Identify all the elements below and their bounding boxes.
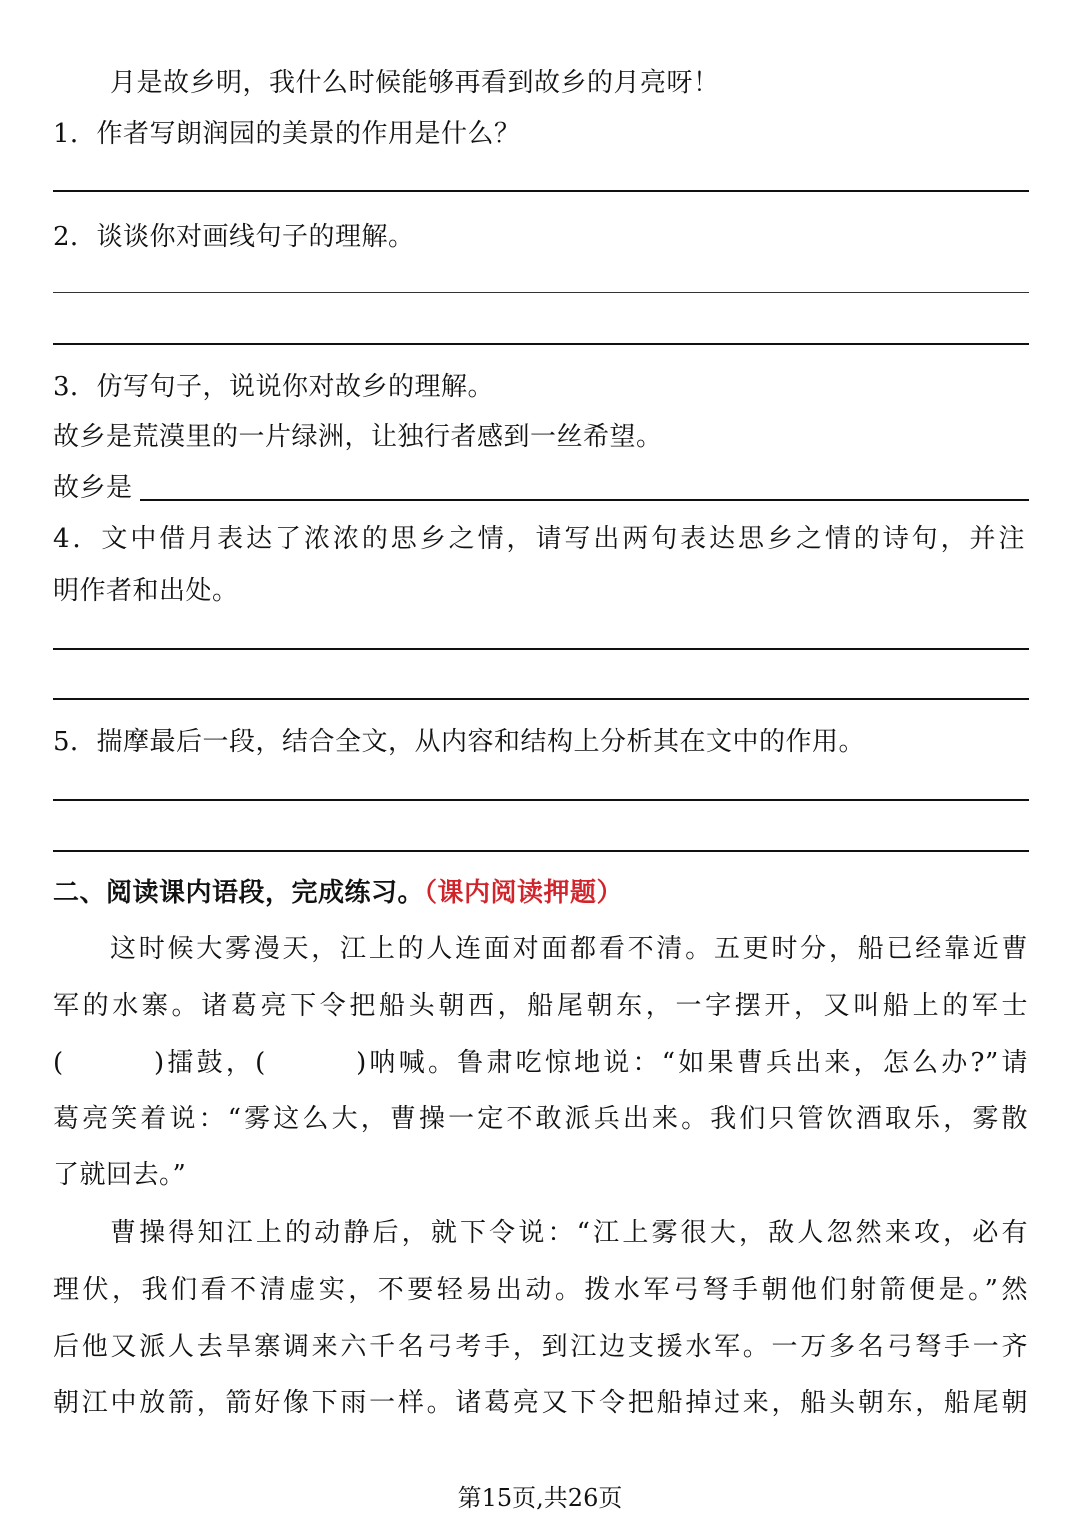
section-heading-text: 二、阅读课内语段，完成练习。 <box>53 878 425 908</box>
question-5: 5．揣摩最后一段，结合全文，从内容和结构上分析其在文中的作用。 <box>53 727 866 757</box>
answer-line-q2-2[interactable] <box>53 343 1029 345</box>
answer-line-q1[interactable] <box>53 190 1029 192</box>
answer-line-q4-2[interactable] <box>53 698 1029 700</box>
passage-line: 曹操得知江上的动静后，就下令说：“江上雾很大，敌人忽然来攻，必有 <box>110 1218 1028 1248</box>
question-3-prompt: 故乡是 <box>53 473 133 503</box>
answer-line-q3[interactable] <box>140 499 1029 501</box>
passage-line: ( )擂鼓，( )呐喊。鲁肃吃惊地说：“如果曹兵出来，怎么办?”请 <box>53 1048 1028 1078</box>
section-heading-tag: （课内阅读押题） <box>424 878 624 908</box>
question-4-line-1: 4．文中借月表达了浓浓的思乡之情，请写出两句表达思乡之情的诗句，并注 <box>53 524 1025 554</box>
section-heading <box>53 876 623 910</box>
passage-line: 理伏，我们看不清虚实，不要轻易出动。拨水军弓弩手朝他们射箭便是。”然 <box>53 1275 1028 1305</box>
passage-line: 朝江中放箭，箭好像下雨一样。诸葛亮又下令把船掉过来，船头朝东，船尾朝 <box>53 1388 1028 1418</box>
passage-line: 这时候大雾漫天，江上的人连面对面都看不清。五更时分，船已经靠近曹 <box>110 934 1028 964</box>
question-3: 3．仿写句子，说说你对故乡的理解。 <box>53 372 495 402</box>
answer-line-q5-1[interactable] <box>53 799 1029 801</box>
question-1: 1．作者写朗润园的美景的作用是什么？ <box>53 119 521 149</box>
page-number: 第15页,共26页 <box>457 1484 623 1512</box>
passage-line: 后他又派人去旱寨调来六千名弓考手，到江边支援水军。一万多名弓弩手一齐 <box>53 1332 1028 1362</box>
passage-line: 军的水寨。诸葛亮下令把船头朝西，船尾朝东，一字摆开，又叫船上的军士 <box>53 991 1028 1021</box>
passage-line: 葛亮笑着说：“雾这么大，曹操一定不敢派兵出来。我们只管饮酒取乐，雾散 <box>53 1104 1028 1134</box>
answer-line-q2-1[interactable] <box>53 292 1029 293</box>
question-4-line-2: 明作者和出处。 <box>53 576 239 606</box>
question-3-example: 故乡是荒漠里的一片绿洲，让独行者感到一丝希望。 <box>53 422 663 452</box>
passage-line: 了就回去。” <box>53 1160 187 1190</box>
answer-line-q4-1[interactable] <box>53 648 1029 650</box>
passage-last-line: 月是故乡明，我什么时候能够再看到故乡的月亮呀！ <box>110 68 720 98</box>
question-2: 2．谈谈你对画线句子的理解。 <box>53 222 415 252</box>
answer-line-q5-2[interactable] <box>53 850 1029 852</box>
